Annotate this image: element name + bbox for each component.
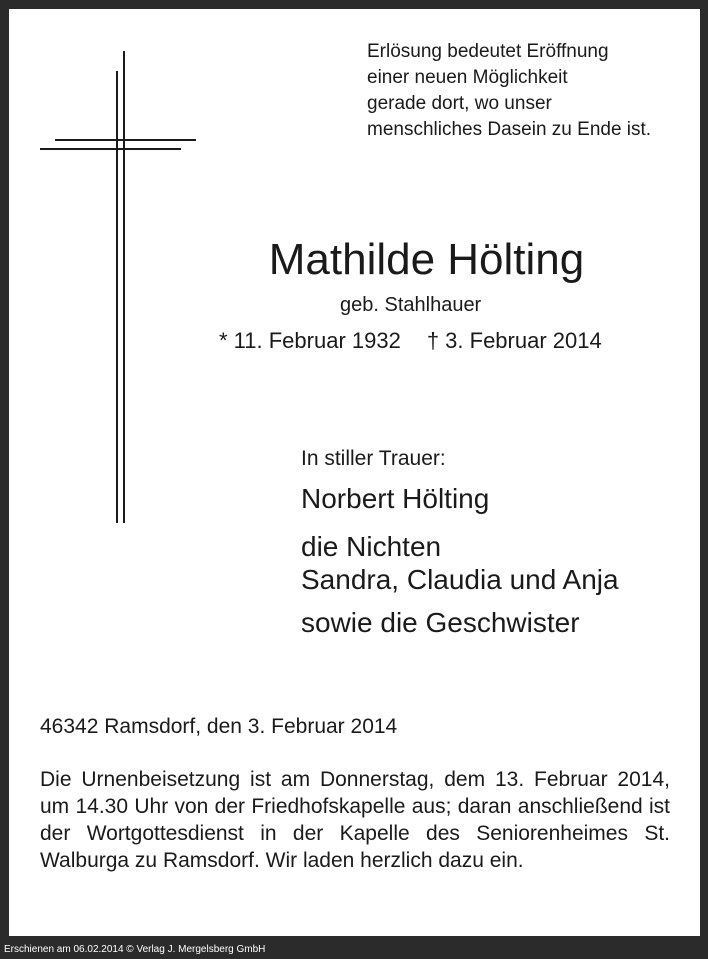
- quote: [367, 39, 651, 143]
- deceased-name: Mathilde Hölting: [268, 235, 585, 284]
- place-date: 46342 Ramsdorf, den 3. Februar 2014: [40, 715, 398, 738]
- quote-line: Erlösung bedeutet Eröffnung: [367, 41, 609, 62]
- funeral-notice: Die Urnenbeisetzung ist am Donnerstag, dem 13. Februar 2014, um 14.30 Uhr von der Friedhofskapelle aus; daran anschließend ist der Wortgottesdienst in der Kapelle des Seniorenheimes St. Walburga zu Ramsdorf. Wir laden herzlich dazu ein.: [40, 768, 670, 872]
- quote-line: menschliches Dasein zu Ende ist.: [367, 119, 652, 140]
- birth-name: geb. Stahlhauer: [340, 294, 482, 316]
- mourner-line: Sandra, Claudia und Anja: [301, 564, 619, 595]
- mourner-line: Norbert Hölting: [301, 483, 490, 514]
- mourner-line: sowie die Geschwister: [301, 607, 580, 638]
- birth-date: * 11. Februar 1932: [219, 328, 401, 353]
- obituary-notice: [9, 9, 700, 936]
- mourning-label: In stiller Trauer:: [301, 447, 446, 470]
- publication-footer: Erschienen am 06.02.2014 © Verlag J. Mergelsberg GmbH: [4, 944, 266, 955]
- life-dates: [219, 328, 602, 354]
- quote-line: einer neuen Möglichkeit: [367, 67, 568, 88]
- quote-line: gerade dort, wo unser: [367, 93, 552, 114]
- death-date: † 3. Februar 2014: [426, 328, 602, 353]
- mourner-line: die Nichten: [301, 531, 442, 562]
